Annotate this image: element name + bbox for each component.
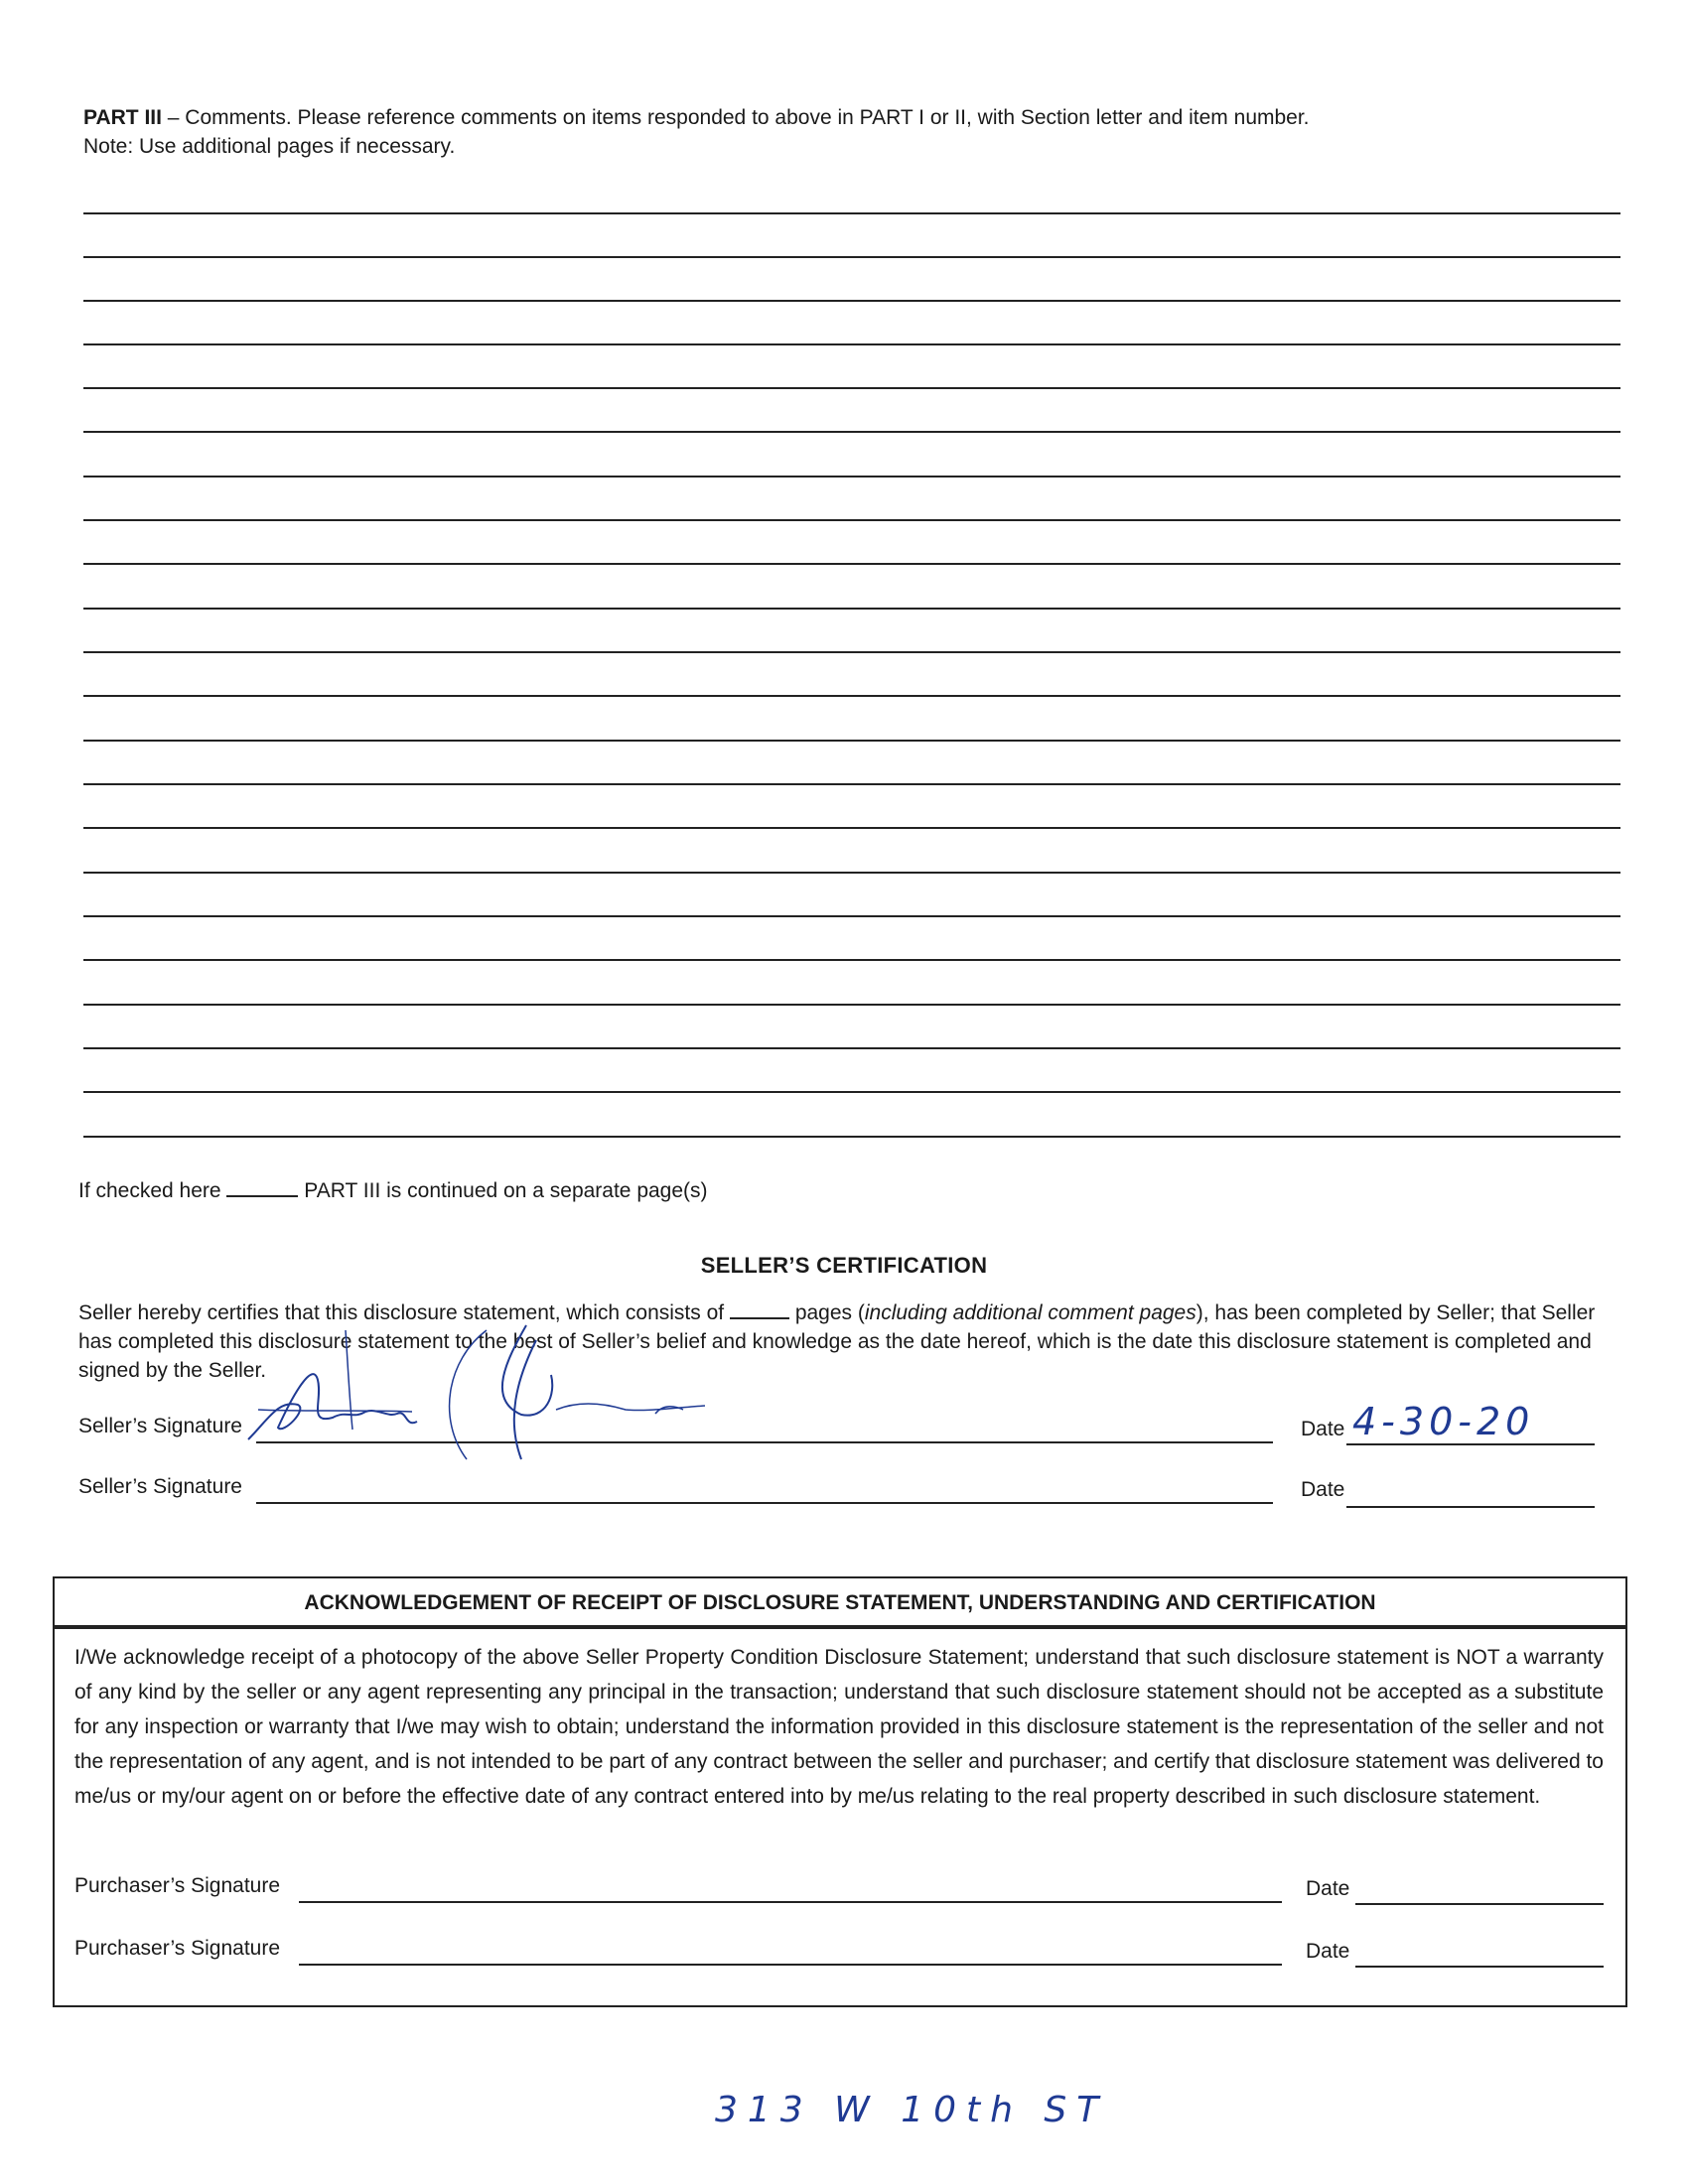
seller-date-value-1: 4-30-20 xyxy=(1352,1400,1535,1443)
continued-prefix: If checked here xyxy=(78,1179,221,1202)
seller-signature-scribble xyxy=(238,1300,755,1469)
comment-line[interactable] xyxy=(83,1047,1620,1049)
acknowledgement-title: ACKNOWLEDGEMENT OF RECEIPT OF DISCLOSURE STATEMENT, UNDERSTANDING AND CERTIFICATION xyxy=(55,1578,1625,1629)
purchaser-date-label-2: Date xyxy=(1306,1940,1350,1963)
comment-line[interactable] xyxy=(83,740,1620,742)
seller-signature-line-2[interactable] xyxy=(256,1502,1273,1504)
purchaser-signature-line-1[interactable] xyxy=(299,1901,1282,1903)
comment-line[interactable] xyxy=(83,1136,1620,1138)
comment-line[interactable] xyxy=(83,563,1620,565)
comment-line[interactable] xyxy=(83,256,1620,258)
purchaser-signature-label-1: Purchaser’s Signature xyxy=(74,1874,281,1897)
comment-line[interactable] xyxy=(83,343,1620,345)
seller-date-line-1[interactable] xyxy=(1346,1443,1595,1445)
acknowledgement-box xyxy=(53,1576,1627,2007)
comment-line[interactable] xyxy=(83,1091,1620,1093)
part3-note: Note: Use additional pages if necessary. xyxy=(83,135,456,158)
part3-label: PART III xyxy=(83,106,162,129)
comment-line[interactable] xyxy=(83,827,1620,829)
comment-line[interactable] xyxy=(83,519,1620,521)
purchaser-date-line-2[interactable] xyxy=(1355,1966,1604,1968)
cert-text-part3: ), has been completed by Seller; that Seller has completed this disclosure statement to the best of Seller’s belief and knowledge as the date hereof, which is the date this disclosure statement is completed and signed by the Seller. xyxy=(78,1301,1596,1382)
cert-text-italic: including additional comment pages xyxy=(864,1301,1196,1324)
comment-line[interactable] xyxy=(83,651,1620,653)
continued-suffix: PART III is continued on a separate page(s) xyxy=(304,1179,708,1202)
cert-text-part1: Seller hereby certifies that this disclosure statement, which consists of xyxy=(78,1301,725,1324)
comment-line[interactable] xyxy=(83,212,1620,214)
purchaser-signature-label-2: Purchaser’s Signature xyxy=(74,1937,281,1960)
comment-line[interactable] xyxy=(83,959,1620,961)
purchaser-signature-line-2[interactable] xyxy=(299,1964,1282,1966)
comment-line[interactable] xyxy=(83,476,1620,478)
comment-line[interactable] xyxy=(83,300,1620,302)
seller-signature-label-2: Seller’s Signature xyxy=(78,1475,242,1498)
handwritten-address: 313 W 10th ST xyxy=(715,2090,1109,2130)
comment-line[interactable] xyxy=(83,695,1620,697)
comment-line[interactable] xyxy=(83,915,1620,917)
seller-date-line-2[interactable] xyxy=(1346,1506,1595,1508)
continued-check-blank[interactable] xyxy=(226,1195,298,1197)
seller-signature-label-1: Seller’s Signature xyxy=(78,1415,242,1437)
comment-line[interactable] xyxy=(83,608,1620,610)
purchaser-date-label-1: Date xyxy=(1306,1877,1350,1900)
seller-cert-title: SELLER’S CERTIFICATION xyxy=(700,1253,988,1278)
part3-heading xyxy=(83,103,1573,161)
comment-line[interactable] xyxy=(83,1004,1620,1006)
acknowledgement-text: I/We acknowledge receipt of a photocopy of the above Seller Property Condition Disclosure Statement; understand that such disclosure statement is NOT a warranty of any kind by the seller or any agent representing any principal in the transaction; understand that such disclosure statement should not be accepted as a substitute for any inspection or warranty that I/we may wish to obtain; understand the information provided in this disclosure statement is the representation of the seller and not the representation of any agent, and is not intended to be part of any contract between the seller and purchaser; and certify that disclosure statement was delivered to me/us or my/our agent on or before the effective date of any contract entered into by me/us relating to the real property described in such disclosure statement. xyxy=(74,1646,1604,1808)
comment-line[interactable] xyxy=(83,783,1620,785)
part3-instructions: – Comments. Please reference comments on items responded to above in PART I or II, with Section letter and item number. xyxy=(161,106,1310,129)
cert-text-part2: pages ( xyxy=(794,1301,865,1324)
purchaser-date-line-1[interactable] xyxy=(1355,1903,1604,1905)
comment-line[interactable] xyxy=(83,431,1620,433)
seller-date-label-2: Date xyxy=(1301,1478,1345,1501)
comment-line[interactable] xyxy=(83,387,1620,389)
seller-date-label-1: Date xyxy=(1301,1418,1345,1440)
comment-line[interactable] xyxy=(83,872,1620,874)
continued-checkbox-row xyxy=(78,1179,708,1203)
